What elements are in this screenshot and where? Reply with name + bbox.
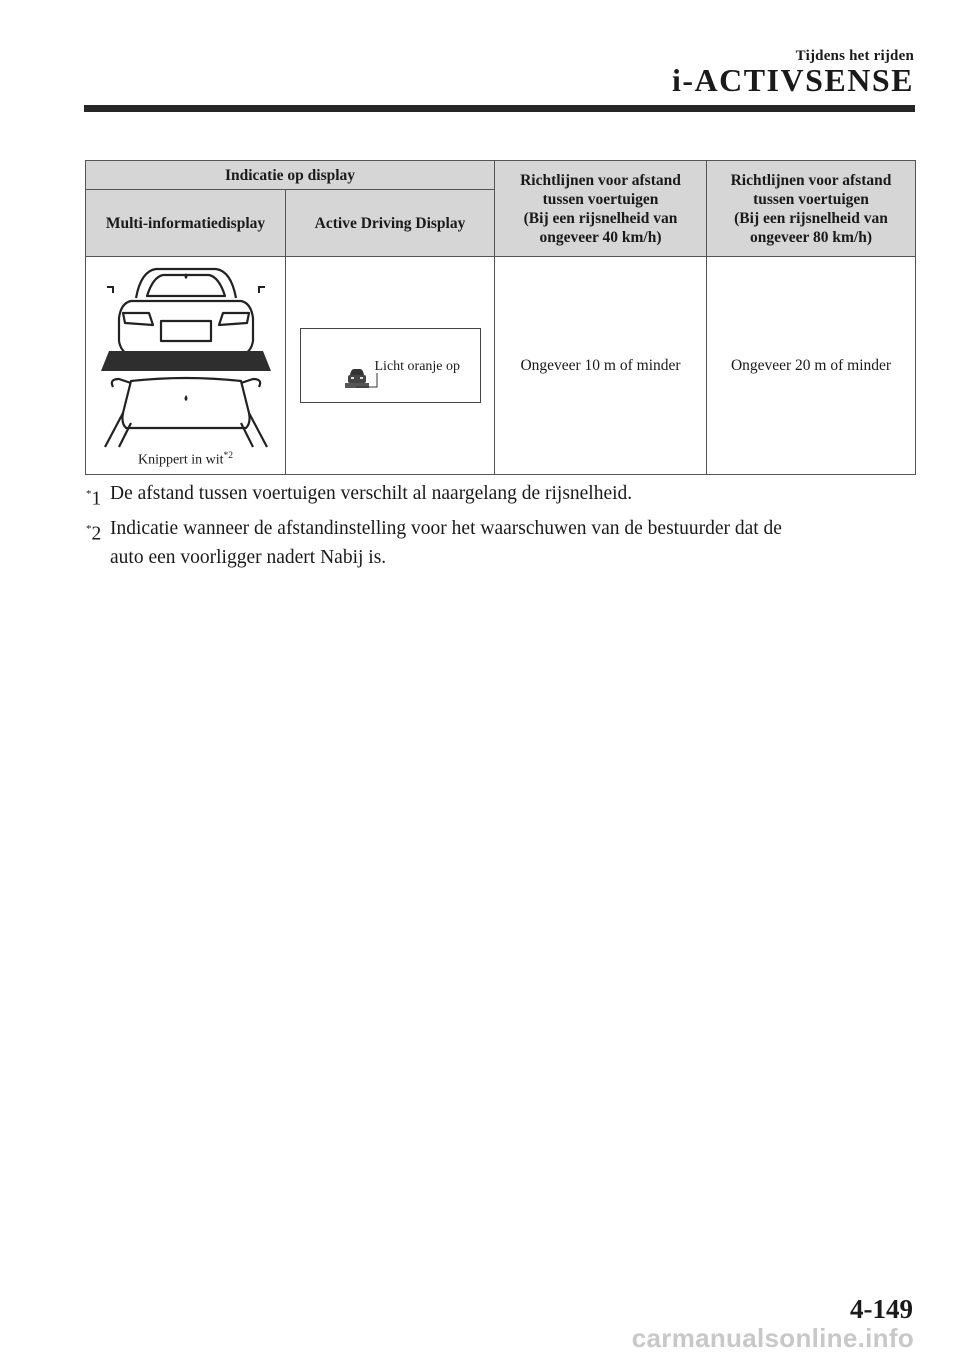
active-driving-display-box (300, 328, 481, 403)
header-rule (84, 105, 915, 112)
page-number: 4-149 (850, 1294, 913, 1324)
section-subtitle: Tijdens het rijden (795, 48, 914, 64)
cell-active-driving-display (286, 257, 495, 475)
footnote-ref-2: *2 (223, 450, 234, 461)
header-distance-80: Richtlijnen voor afstand tussen voertuigen (Bij een rijsnelheid van ongeveer 80 km/h) (707, 161, 916, 257)
section-title: i-ACTIVSENSE (671, 62, 914, 98)
watermark: carmanualsonline.info (631, 1323, 914, 1353)
header-multi-informatiedisplay: Multi-informatiedisplay (86, 190, 286, 257)
distance-table (85, 160, 916, 475)
callout-leader-line (355, 371, 385, 391)
footnote-2: *2 Indicatie wanneer de afstandinstelling voor het waarschuwen van de bestuurder dat de auto een voorligger nadert Nabij is. (86, 518, 782, 568)
cell-multi-display (86, 257, 286, 475)
header-indicatie: Indicatie op display (86, 161, 495, 190)
light-orange-label: Licht oranje op (374, 359, 461, 374)
blink-white-caption: Knippert in wit (137, 452, 224, 468)
cell-distance-80: Ongeveer 20 m of minder (707, 257, 916, 475)
vehicle-distance-warning-illustration (101, 263, 271, 448)
cell-distance-40: Ongeveer 10 m of minder (495, 257, 707, 475)
header-active-driving-display: Active Driving Display (286, 190, 495, 257)
header-distance-40: Richtlijnen voor afstand tussen voertuigen (Bij een rijsnelheid van ongeveer 40 km/h) (495, 161, 707, 257)
footnote-1: *1 De afstand tussen voertuigen verschilt al naargelang de rijsnelheid. (86, 483, 633, 510)
